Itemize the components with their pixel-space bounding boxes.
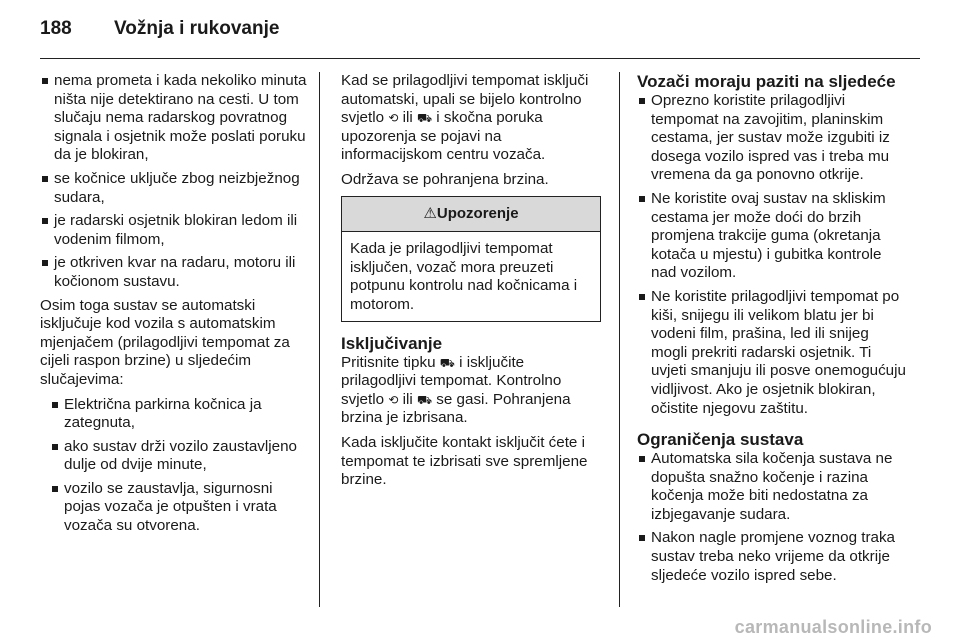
paragraph: Kada isključite kontakt isključit ćete i tempomat te izbrisati sve spremljene brzine.: [341, 433, 588, 489]
text-run: i skočna poruka upozorenja se pojavi na informacijskom centru vozača.: [341, 109, 546, 164]
text-run: se gasi. Pohranjena brzina je izbrisana.: [341, 390, 571, 427]
page-header: [40, 18, 279, 40]
page-title: Vožnja i rukovanje: [114, 18, 280, 39]
bullet-list: [40, 396, 308, 536]
column-3: [637, 72, 907, 590]
section-heading: Isključivanje: [341, 333, 443, 353]
list-item: Automatska sila kočenja sustava ne dopušta snažno kočenje i razina kočenja može biti nedostatna za izbjegavanje sudara.: [637, 450, 907, 524]
adaptive-cruise-icon: ⛟: [439, 355, 455, 370]
column-divider: [619, 72, 620, 607]
list-item: Ne koristite ovaj sustav na skliskim cestama jer može doći do brzih promjena trakcije guma (okretanja kotača u mjestu) i gubitka kontrole nad vozilom.: [637, 190, 907, 283]
bullet-list: [40, 72, 308, 292]
list-item: Oprezno koristite prilagodljivi tempomat na zavojitim, planinskim cestama, jer sustav može izgubiti iz dosega vozilo ispred vas i treba mu vremena da ga ponovno otkrije.: [637, 92, 907, 185]
paragraph: [341, 354, 603, 428]
page-number: 188: [40, 18, 72, 39]
column-1: [40, 72, 308, 541]
list-item: se kočnice uključe zbog neizbježnog sudara,: [40, 170, 308, 207]
adaptive-cruise-icon: ⛟: [416, 392, 433, 407]
list-item: je otkriven kvar na radaru, motoru ili kočionom sustavu.: [40, 254, 308, 291]
warning-header: [342, 197, 600, 233]
watermark: carmanualsonline.info: [734, 617, 932, 637]
list-item: nema prometa i kada nekoliko minuta ništa nije detektirano na cesti. U tom slučaju nema radarskog povratnog signala i osjetnik može poslati poruku da je blokiran,: [40, 72, 308, 165]
paragraph: [341, 72, 603, 165]
cruise-control-icon: ⟲: [388, 392, 399, 407]
paragraph: Osim toga sustav se automatski isključuje kod vozila s automatskim mjenjačem (prilagodljivi tempomat za cijeli raspon brzine) u sljedećim slučajevima:: [40, 296, 290, 388]
column-divider: [319, 72, 320, 607]
list-item: vozilo se zaustavlja, sigurnosni pojas vozača je otpušten i vrata vozača su otvorena.: [50, 480, 308, 536]
warning-title: Upozorenje: [436, 204, 519, 222]
section-heading: Ograničenja sustava: [637, 430, 804, 450]
column-2: [341, 72, 603, 496]
adaptive-cruise-icon: ⛟: [416, 111, 433, 126]
warning-triangle-icon: ⚠: [423, 204, 437, 222]
text-run: ili: [402, 390, 413, 408]
text-run: Pritisnite tipku: [341, 353, 436, 371]
section-heading: Vozači moraju paziti na sljedeće: [637, 72, 896, 91]
list-item: Ne koristite prilagodljivi tempomat po kiši, snijegu ili velikom blatu jer bi vodeni film, prašina, led ili snijeg mogli prekriti radarski osjetnik. Ti uvjeti smanjuju ili posve onemogućuju vidljivost. Ako je osjetnik blokiran, očistite njegovu zaštitu.: [637, 288, 907, 418]
bullet-list: [637, 92, 907, 418]
warning-box: [341, 196, 601, 322]
list-item: Električna parkirna kočnica ja zategnuta,: [50, 396, 308, 433]
text-run: ili: [402, 109, 413, 127]
list-item: Nakon nagle promjene voznog traka sustav treba neko vrijeme da otkrije sljedeće vozilo ispred sebe.: [637, 529, 907, 585]
text-run: Kad se prilagodljivi tempomat isključi automatski, upali se bijelo kontrolno svjetlo: [341, 72, 589, 127]
text-run: i isključite prilagodljivi tempomat. Kontrolno svjetlo: [341, 353, 562, 408]
list-item: je radarski osjetnik blokiran ledom ili vodenim filmom,: [40, 212, 308, 249]
cruise-control-icon: ⟲: [388, 111, 399, 126]
list-item: ako sustav drži vozilo zaustavljeno dulje od dvije minute,: [50, 438, 308, 475]
paragraph: Održava se pohranjena brzina.: [341, 170, 549, 188]
header-rule: [40, 58, 920, 59]
bullet-list: [637, 450, 907, 585]
warning-body: Kada je prilagodljivi tempomat isključen, vozač mora preuzeti potpunu kontrolu nad kočnicama i motorom.: [350, 240, 578, 313]
